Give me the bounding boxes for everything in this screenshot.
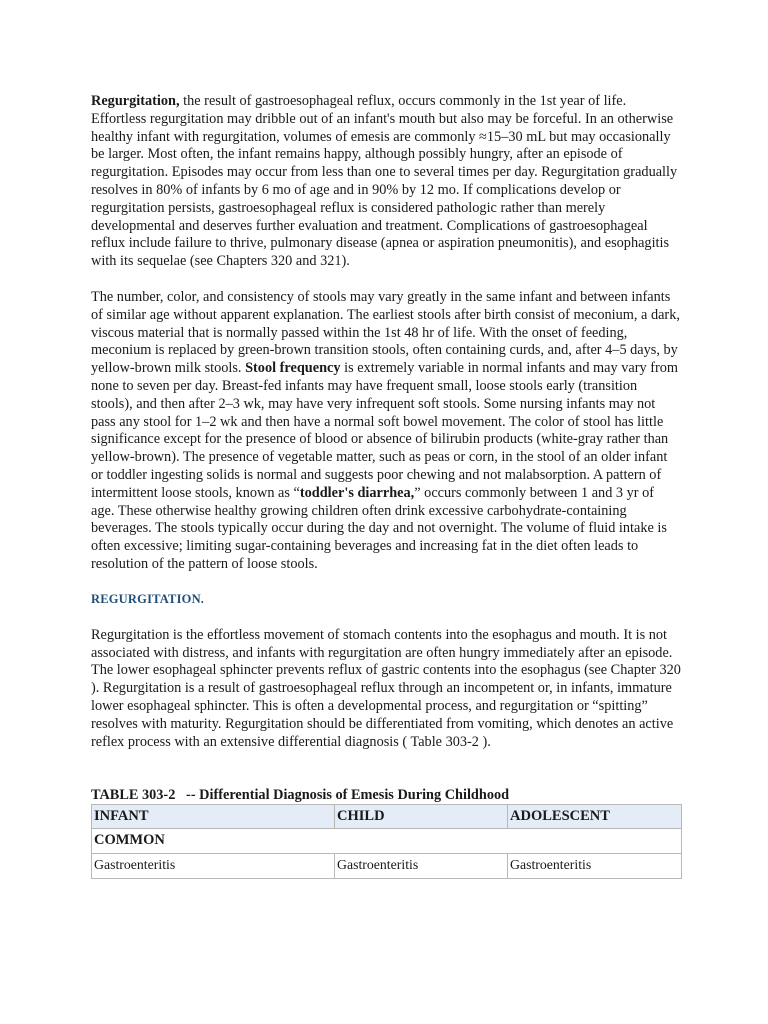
section-heading: REGURGITATION. bbox=[91, 591, 205, 606]
term-stool-frequency: Stool frequency bbox=[245, 360, 341, 377]
term-regurgitation: Regurgitation, bbox=[91, 93, 180, 109]
table-row bbox=[92, 854, 682, 879]
paragraph-regurgitation-overview bbox=[91, 93, 681, 271]
column-header-child: CHILD bbox=[335, 805, 508, 829]
paragraph-text: is extremely variable in normal infants and may vary from none to seven per day. Breast-fed infants may have frequent small, loose stools early (transition stools), and then after 2–3 wk, may have very infrequent soft stools. Some nursing infants may not pass any stool for 1–2 wk and then have a normal soft bowel movement. The color of stool has little significance except for the presence of blood or absence of bilirubin products (white-gray rather than yellow-brown). The presence of vegetable matter, such as peas or corn, in the stool of an older infant or toddler ingesting solids is normal and suggests poor chewing and not malabsorption. A pattern of intermittent loose stools, known as “ bbox=[91, 360, 679, 501]
column-header-infant: INFANT bbox=[92, 805, 335, 829]
table-cell: Gastroenteritis bbox=[92, 854, 335, 879]
table-caption: TABLE 303-2 -- Differential Diagnosis of Emesis During Childhood bbox=[91, 787, 510, 804]
document-body bbox=[91, 93, 681, 879]
paragraph-text: the result of gastroesophageal reflux, occurs commonly in the 1st year of life. Effortless regurgitation may dribble out of an infant's mouth but also may be forceful. In an otherwise healthy infant with regurgitation, volumes of emesis are commonly ≈15–30 mL but may occasionally be larger. Most often, the infant remains happy, although possibly hungry, after an episode of regurgitation. Episodes may occur from less than one to several times per day. Regurgitation gradually resolves in 80% of infants by 6 mo of age and in 90% by 12 mo. If complications develop or regurgitation persists, gastroesophageal reflux is considered pathologic rather than merely developmental and deserves further evaluation and treatment. Complications of gastroesophageal reflux include failure to thrive, pulmonary disease (apnea or aspiration pneumonitis), and esophagitis with its sequelae (see Chapters 320 and 321). bbox=[91, 93, 678, 270]
paragraph-text: The number, color, and consistency of stools may vary greatly in the same infant and between infants of similar age without apparent explanation. The earliest stools after birth consist of meconium, a dark, viscous material that is normally passed within the 1st 48 hr of life. With the onset of feeding, meconium is replaced by green-brown transition stools, often containing curds, and, after 4–5 days, by yellow-brown milk stools. bbox=[91, 288, 680, 377]
table-header-row bbox=[92, 805, 682, 829]
column-header-adolescent: ADOLESCENT bbox=[508, 805, 682, 829]
term-toddlers-diarrhea: toddler's diarrhea, bbox=[299, 484, 415, 501]
table-cell: Gastroenteritis bbox=[335, 854, 508, 879]
table-cell: Gastroenteritis bbox=[508, 854, 682, 879]
table-section-row bbox=[92, 829, 682, 854]
differential-diagnosis-table bbox=[91, 804, 682, 879]
paragraph-text: ” occurs commonly between 1 and 3 yr of age. These otherwise healthy growing children often drink excessive carbohydrate-containing beverages. The stools typically occur during the day and not overnight. The volume of fluid intake is often excessive; limiting sugar-containing beverages and increasing fat in the diet often leads to resolution of the pattern of loose stools. bbox=[91, 484, 667, 572]
paragraph-regurgitation-definition: Regurgitation is the effortless movement of stomach contents into the esophagus and mouth. It is not associated with distress, and infants with regurgitation are often hungry immediately after an episode. The lower esophageal sphincter prevents reflux of gastric contents into the esophagus (see Chapter 320 ). Regurgitation is a result of gastroesophageal reflux through an incompetent or, in infants, immature lower esophageal sphincter. This is often a developmental process, and regurgitation or “spitting” resolves with maturity. Regurgitation should be differentiated from vomiting, which denotes an active reflex process with an extensive differential diagnosis ( Table 303-2 ). bbox=[91, 626, 681, 750]
paragraph-stools bbox=[91, 289, 681, 574]
section-label-common: COMMON bbox=[92, 829, 682, 854]
